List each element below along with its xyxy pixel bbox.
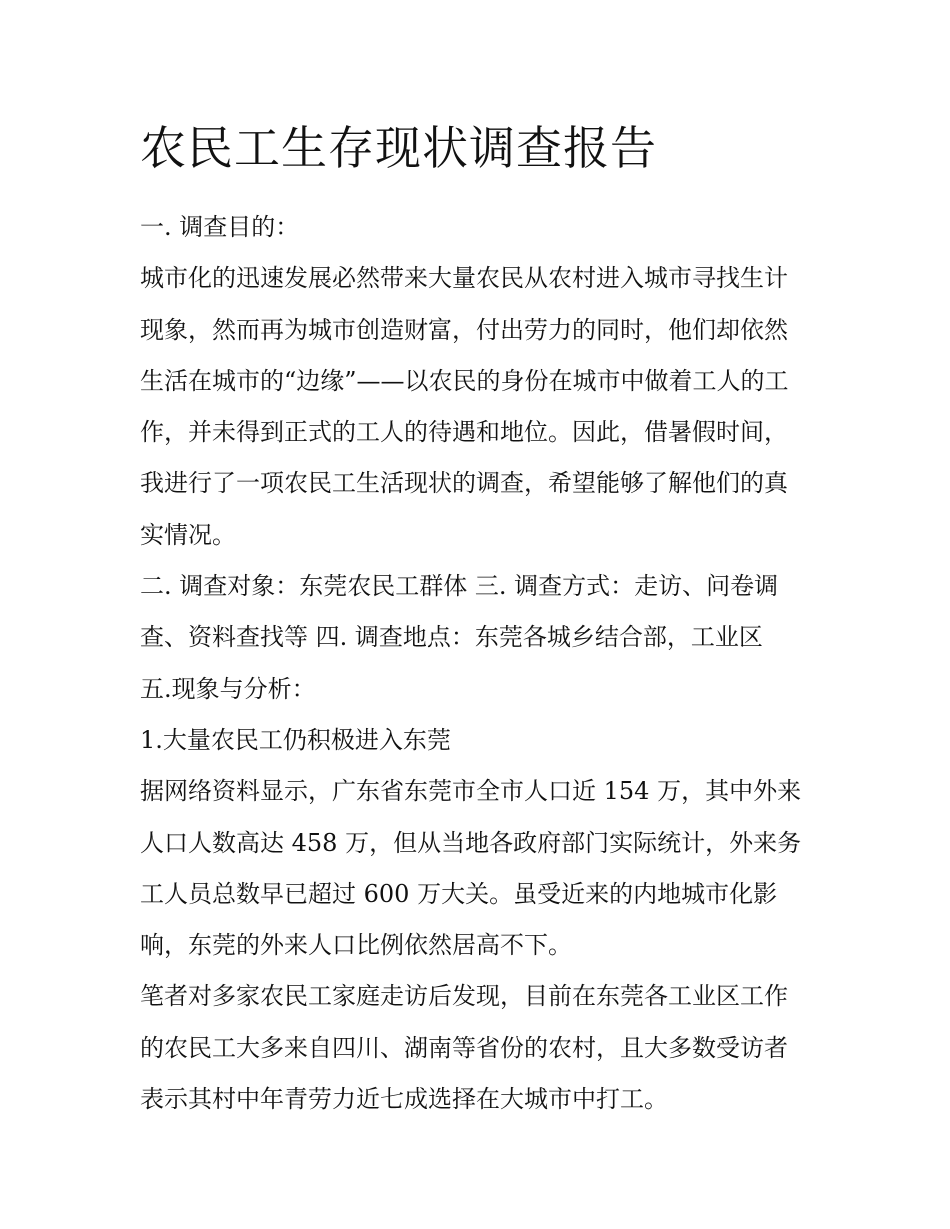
paragraph-line: 生活在城市的“边缘”——以农民的身份在城市中做着工人的工	[140, 366, 789, 395]
paragraph-line: 的农民工大多来自四川、湖南等省份的农村，且大多数受访者	[140, 1033, 788, 1062]
paragraph-line: 表示其村中年青劳力近七成选择在大城市中打工。	[140, 1085, 668, 1114]
paragraph-line: 我进行了一项农民工生活现状的调查，希望能够了解他们的真	[140, 469, 788, 498]
paragraph-line: 实情况。	[140, 520, 236, 549]
document-title: 农民工生存现状调查报告	[140, 121, 657, 175]
paragraph-line: 作，并未得到正式的工人的待遇和地位。因此，借暑假时间，	[140, 418, 788, 447]
paragraph-line: 人口人数高达 458 万，但从当地各政府部门实际统计，外来务	[140, 828, 802, 857]
paragraph-line: 现象，然而再为城市创造财富，付出劳力的同时，他们却依然	[140, 315, 788, 344]
paragraph-line: 响，东莞的外来人口比例依然居高不下。	[140, 931, 572, 960]
section-heading-purpose: 一. 调查目的：	[140, 213, 300, 241]
paragraph-line: 据网络资料显示，广东省东莞市全市人口近 154 万，其中外来	[140, 777, 802, 806]
paragraph-line: 工人员总数早已超过 600 万大关。虽受近来的内地城市化影	[140, 879, 778, 908]
section-heading-analysis: 五.现象与分析：	[140, 674, 316, 703]
subsection-heading: 1.大量农民工仍积极进入东莞	[140, 725, 451, 754]
section-heading-subject-method: 二. 调查对象：东莞农民工群体 三. 调查方式：走访、问卷调	[140, 572, 779, 601]
paragraph-line: 城市化的迅速发展必然带来大量农民从农村进入城市寻找生计	[140, 264, 788, 293]
section-heading-location: 查、资料查找等 四. 调查地点：东莞各城乡结合部，工业区	[140, 623, 763, 652]
document-body	[140, 202, 820, 1125]
paragraph-line: 笔者对多家农民工家庭走访后发现，目前在东莞各工业区工作	[140, 982, 788, 1011]
